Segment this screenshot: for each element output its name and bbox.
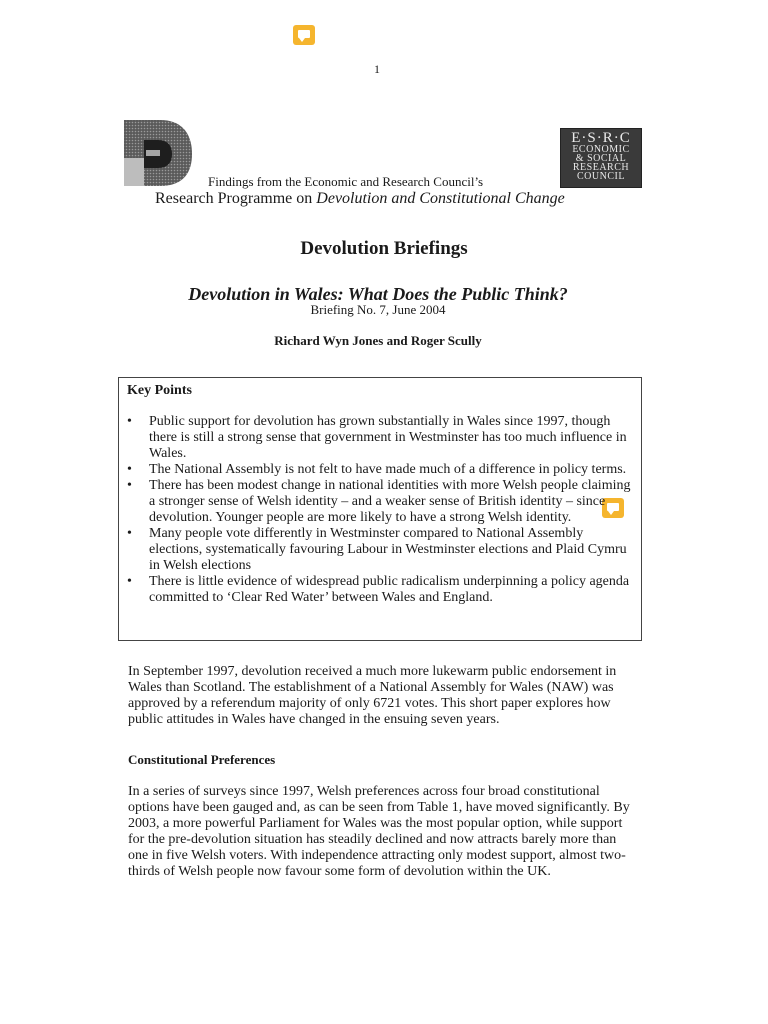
key-points-box: [118, 377, 642, 641]
list-item: • There is little evidence of widespread public radicalism underpinning a policy agenda committed to ‘Clear Red Water’ between Wales and England.: [119, 574, 639, 606]
list-item: • Public support for devolution has grown substantially in Wales since 1997, though there is still a strong sense that government in Westminster has too much influence in Wales.: [119, 414, 639, 462]
programme-line: [155, 190, 565, 208]
briefing-number: Briefing No. 7, June 2004: [310, 302, 446, 317]
findings-line: Findings from the Economic and Research Council’s: [208, 174, 484, 189]
intro-paragraph: In September 1997, devolution received a much more lukewarm public endorsement in Wales than Scotland. The establishment of a National Assembly for Wales (NAW) was approved by a referendum majority of only 6721 votes. This short paper explores how public attitudes in Wales have changed in the ensuing seven years.: [128, 664, 617, 727]
esrc-logo-line: ECONOMIC: [572, 144, 630, 155]
list-item: • Many people vote differently in Westminster compared to National Assembly elections, systematically favouring Labour in Westminster elections and Plaid Cymru in Welsh elections: [119, 526, 639, 574]
esrc-logo-line: COUNCIL: [577, 171, 625, 182]
section-heading: Constitutional Preferences: [128, 752, 276, 767]
programme-prefix: Research Programme on: [155, 190, 317, 207]
esrc-logo-line: RESEARCH: [572, 162, 630, 173]
section-paragraph: In a series of surveys since 1997, Welsh preferences across four broad constitutional options have been gauged and, as can be seen from Table 1, have moved significantly. By 2003, a more powerful Parliament for Wales was the most popular option, while support for the pre-devolution situation has steadily declined and now attracts barely more than one in five Welsh voters. With independence attracting only modest support, almost two-thirds of Welsh people now favour some form of devolution within the UK.: [128, 784, 630, 879]
list-item: • The National Assembly is not felt to have made much of a difference in policy terms.: [119, 462, 639, 478]
programme-logo-icon: [122, 118, 202, 190]
programme-name: Devolution and Constitutional Change: [316, 190, 565, 207]
page-number: 1: [374, 62, 380, 76]
esrc-logo: [560, 128, 642, 188]
esrc-logo-top: E·S·R·C: [571, 130, 631, 146]
list-item: • There has been modest change in national identities with more Welsh people claiming a stronger sense of Welsh identity – and a weaker sense of British identity – since devolution. Younger people are more likely to have a strong Welsh identity.: [119, 478, 639, 526]
authors: Richard Wyn Jones and Roger Scully: [274, 333, 482, 348]
key-points-heading: Key Points: [127, 383, 192, 398]
briefing-title: Devolution in Wales: What Does the Public Think?: [188, 284, 568, 304]
esrc-logo-line: & SOCIAL: [575, 153, 627, 164]
comment-icon[interactable]: [293, 25, 315, 45]
key-points-list: [119, 414, 639, 606]
series-title: Devolution Briefings: [300, 238, 468, 259]
